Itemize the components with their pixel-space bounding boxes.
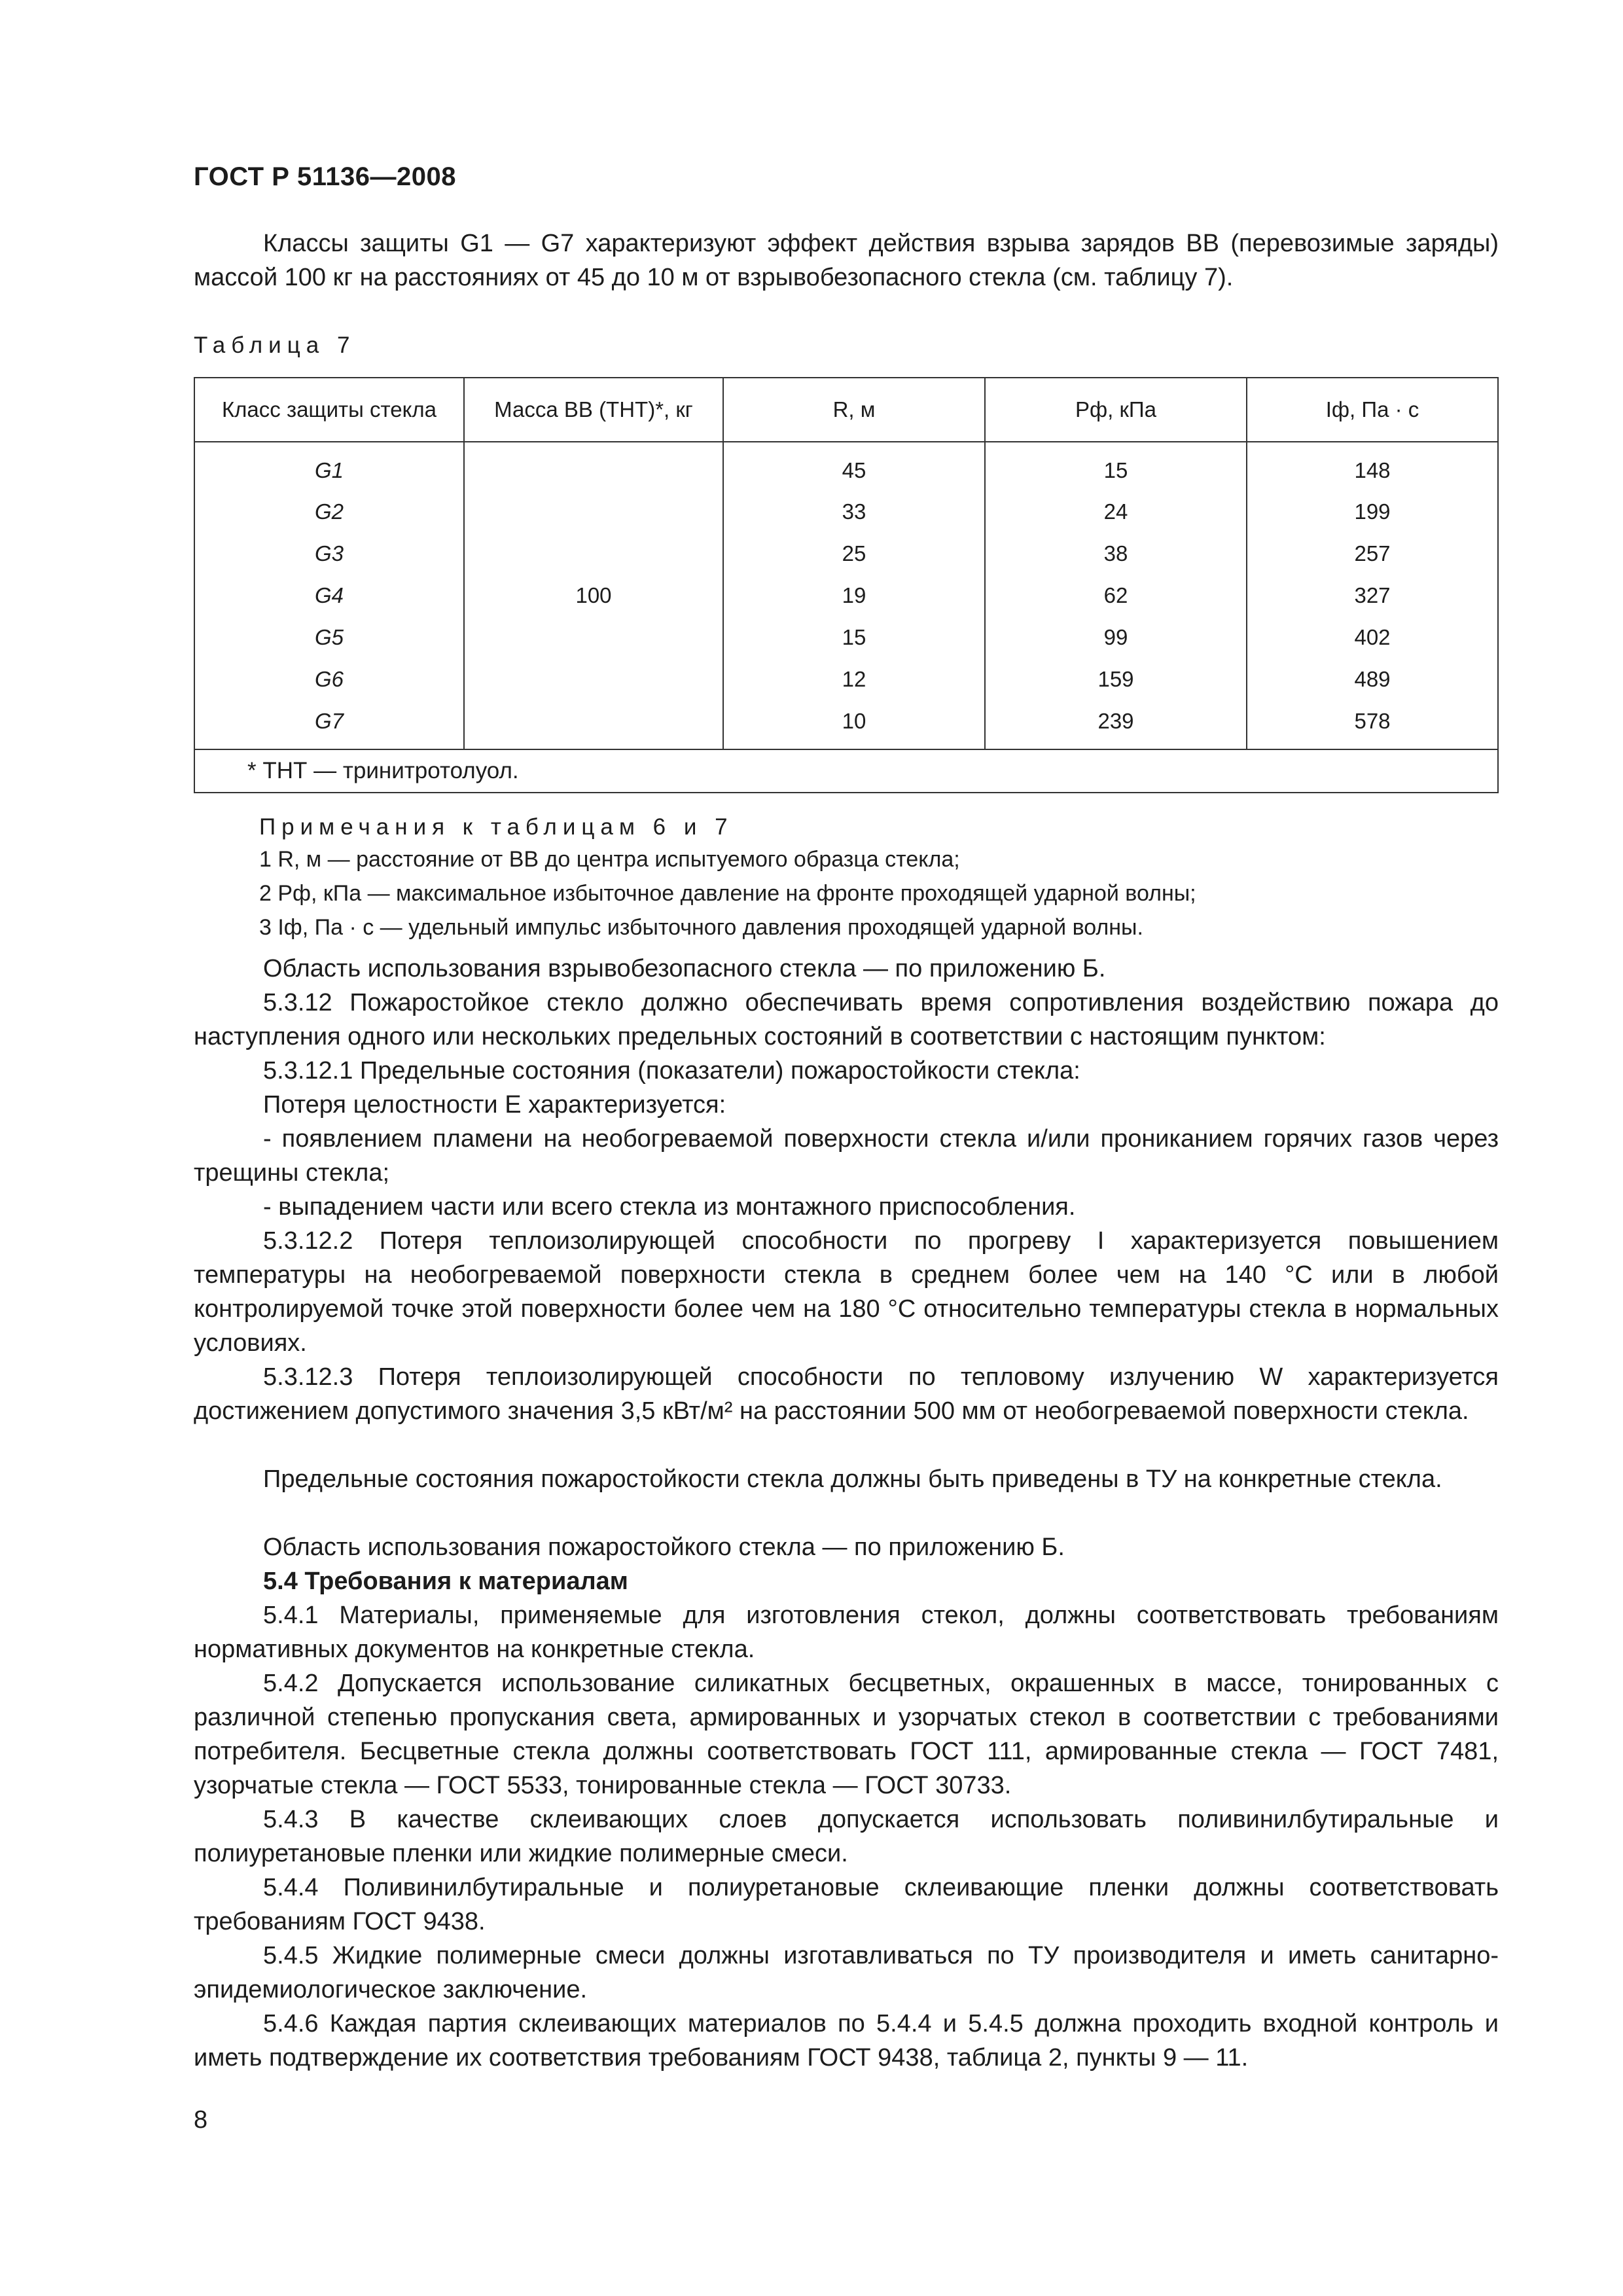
- cell-class: G6: [194, 658, 464, 700]
- cell-i: 489: [1247, 658, 1498, 700]
- paragraph: 5.3.12.1 Предельные состояния (показатели) пожаростойкости стекла:: [263, 1057, 1080, 1085]
- paragraph: Потеря целостности E характеризуется:: [263, 1091, 726, 1119]
- table-row: [194, 700, 1498, 749]
- table-row: [194, 575, 1498, 617]
- cell-r: 10: [723, 700, 985, 749]
- header-p: Pф, кПа: [985, 378, 1247, 442]
- header-class: Класс защиты стекла: [194, 378, 464, 442]
- paragraph: 5.3.12 Пожаростойкое стекло должно обеспечивать время сопротивления воздействию пожара до наступления одного или нескольких предельных состояний в соответствии с настоящим пунктом:: [194, 989, 1499, 1050]
- cell-p: 159: [985, 658, 1247, 700]
- cell-p: 239: [985, 700, 1247, 749]
- cell-class: G3: [194, 533, 464, 575]
- note-item: 2 Pф, кПа — максимальное избыточное давление на фронте проходящей ударной волны;: [259, 881, 1196, 906]
- header-i: Iф, Па · с: [1247, 378, 1498, 442]
- cell-i: 199: [1247, 491, 1498, 533]
- table-row: [194, 658, 1498, 700]
- paragraph: 5.4.2 Допускается использование силикатных бесцветных, окрашенных в массе, тонированных с различной степенью пропускания света, армированных и узорчатых стекол в соответствии с требованиями потребителя. Бесцветные стекла должны соответствовать ГОСТ 111, армированные стекла — ГОСТ 7481, узорчатые стекла — ГОСТ 5533, тонированные стекла — ГОСТ 30733.: [194, 1670, 1499, 1799]
- paragraph: 5.4.5 Жидкие полимерные смеси должны изготавливаться по ТУ производителя и иметь санитарно-эпидемиологическое заключение.: [194, 1942, 1499, 2003]
- cell-mass: 100: [464, 442, 723, 749]
- table-caption: Таблица 7: [194, 332, 356, 358]
- cell-p: 62: [985, 575, 1247, 617]
- intro-paragraph: Классы защиты G1 — G7 характеризуют эффект действия взрыва зарядов ВВ (перевозимые заряды) массой 100 кг на расстояниях от 45 до 10 м от взрывобезопасного стекла (см. таблицу 7).: [194, 230, 1499, 291]
- cell-i: 257: [1247, 533, 1498, 575]
- cell-p: 24: [985, 491, 1247, 533]
- protection-class-table: [194, 377, 1499, 793]
- cell-i: 402: [1247, 617, 1498, 658]
- table-footnote: * ТНТ — тринитротолуол.: [194, 749, 1498, 793]
- cell-r: 33: [723, 491, 985, 533]
- note-item: 3 Iф, Па · с — удельный импульс избыточного давления проходящей ударной волны.: [259, 915, 1143, 940]
- cell-class: G4: [194, 575, 464, 617]
- cell-class: G5: [194, 617, 464, 658]
- paragraph: 5.4.4 Поливинилбутиральные и полиуретановые склеивающие пленки должны соответствовать требованиям ГОСТ 9438.: [194, 1874, 1499, 1935]
- cell-r: 45: [723, 442, 985, 491]
- cell-i: 148: [1247, 442, 1498, 491]
- paragraph: Область использования пожаростойкого стекла — по приложению Б.: [263, 1534, 1065, 1561]
- cell-r: 12: [723, 658, 985, 700]
- cell-class: G1: [194, 442, 464, 491]
- paragraph: 5.4.1 Материалы, применяемые для изготовления стекол, должны соответствовать требованиям нормативных документов на конкретные стекла.: [194, 1602, 1499, 1663]
- table-footnote-row: [194, 749, 1498, 793]
- cell-i: 578: [1247, 700, 1498, 749]
- paragraph: 5.4.6 Каждая партия склеивающих материалов по 5.4.4 и 5.4.5 должна проходить входной контроль и иметь подтверждение их соответствия требованиям ГОСТ 9438, таблица 2, пункты 9 — 11.: [194, 2010, 1499, 2072]
- header-r: R, м: [723, 378, 985, 442]
- cell-r: 25: [723, 533, 985, 575]
- page-number: 8: [194, 2106, 208, 2134]
- section-heading: 5.4 Требования к материалам: [263, 1568, 628, 1595]
- paragraph: 5.3.12.3 Потеря теплоизолирующей способности по тепловому излучению W характеризуется достижением допустимого значения 3,5 кВт/м² на расстоянии 500 мм от необогреваемой поверхности стекла.: [194, 1363, 1499, 1425]
- cell-p: 15: [985, 442, 1247, 491]
- table-header-row: [194, 378, 1498, 442]
- notes-title: Примечания к таблицам 6 и 7: [259, 814, 734, 840]
- cell-class: G2: [194, 491, 464, 533]
- paragraph: 5.4.3 В качестве склеивающих слоев допускается использовать поливинилбутиральные и полиуретановые пленки или жидкие полимерные смеси.: [194, 1806, 1499, 1867]
- paragraph: 5.3.12.2 Потеря теплоизолирующей способности по прогреву I характеризуется повышением температуры на необогреваемой поверхности стекла в среднем более чем на 140 °С или в любой контролируемой точке этой поверхности более чем на 180 °С относительно температуры стекла в нормальных условиях.: [194, 1227, 1499, 1357]
- cell-i: 327: [1247, 575, 1498, 617]
- cell-p: 99: [985, 617, 1247, 658]
- paragraph: Предельные состояния пожаростойкости стекла должны быть приведены в ТУ на конкретные стекла.: [263, 1465, 1442, 1493]
- table-row: [194, 491, 1498, 533]
- cell-r: 19: [723, 575, 985, 617]
- paragraph: Область использования взрывобезопасного стекла — по приложению Б.: [263, 955, 1106, 982]
- table-row: [194, 533, 1498, 575]
- note-item: 1 R, м — расстояние от ВВ до центра испытуемого образца стекла;: [259, 847, 960, 872]
- cell-p: 38: [985, 533, 1247, 575]
- cell-class: G7: [194, 700, 464, 749]
- header-mass: Масса ВВ (ТНТ)*, кг: [464, 378, 723, 442]
- cell-r: 15: [723, 617, 985, 658]
- paragraph: - появлением пламени на необогреваемой поверхности стекла и/или прониканием горячих газов через трещины стекла;: [194, 1125, 1499, 1187]
- document-header: ГОСТ Р 51136—2008: [194, 162, 456, 191]
- table-row: [194, 617, 1498, 658]
- paragraph: - выпадением части или всего стекла из монтажного приспособления.: [263, 1193, 1076, 1221]
- table-row: [194, 442, 1498, 491]
